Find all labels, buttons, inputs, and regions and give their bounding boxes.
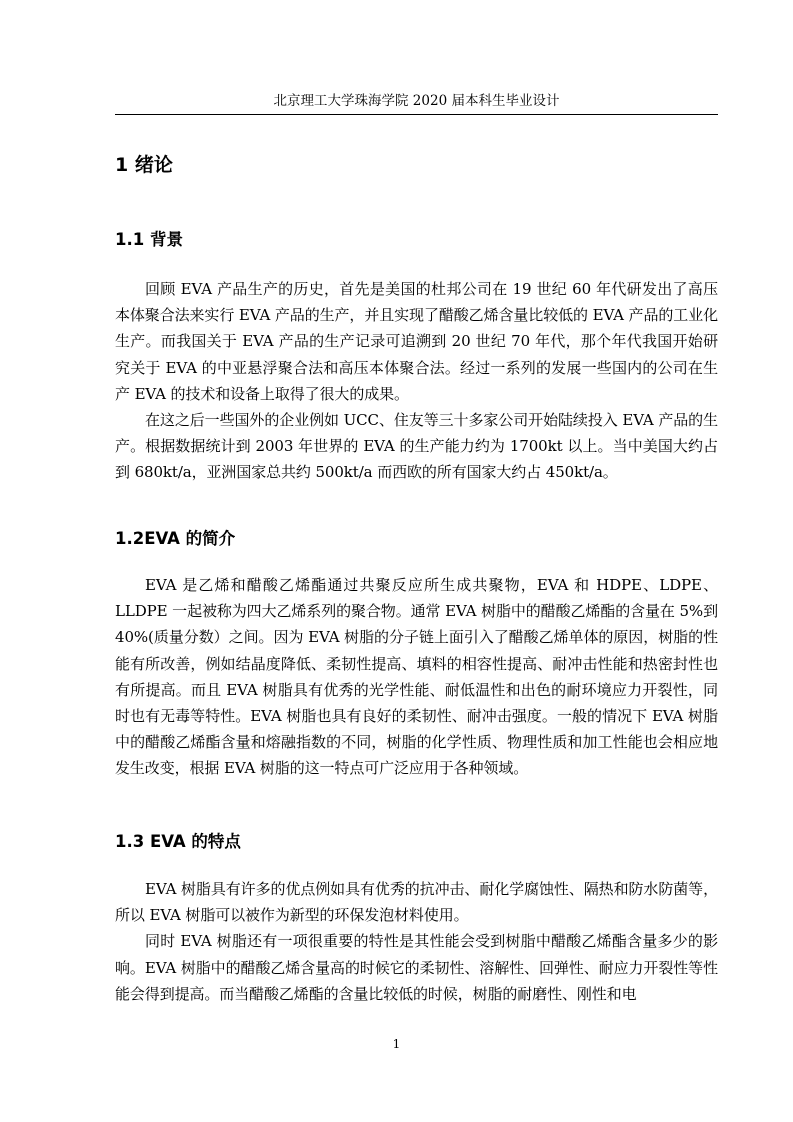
section-1-3 [115, 828, 718, 852]
page-header: 北京理工大学珠海学院 2020 届本科生毕业设计 [273, 93, 560, 109]
paragraph: 在这之后一些国外的企业例如 UCC、住友等三十多家公司开始陆续投入 EVA 产品的生产。根据数据统计到 2003 年世界的 EVA 的生产能力约为 1700kt 以上。当中美国大约占到 680kt/a，亚洲国家总共约 500kt/a 而西欧的所有国家大约占 450kt/a。 [115, 411, 718, 482]
section-1-1-body [115, 276, 718, 486]
chapter-title-block [115, 150, 718, 177]
section-1-2 [115, 525, 718, 549]
section-1-1 [115, 226, 718, 250]
paragraph: 回顾 EVA 产品生产的历史，首先是美国的杜邦公司在 19 世纪 60 年代研发出了高压本体聚合法来实行 EVA 产品的生产，并且实现了醋酸乙烯含量比较低的 EVA 产品的工业化生产。而我国关于 EVA 产品的生产记录可追溯到 20 世纪 70 年代，那个年代我国开始研究关于 EVA 的中亚悬浮聚合法和高压本体聚合法。经过一系列的发展一些国内的公司在生产 EVA 的技术和设备上取得了很大的成果。 [115, 280, 718, 403]
header-rule [115, 114, 718, 115]
section-1-2-body [115, 572, 718, 782]
section-title: 1.2EVA 的简介 [115, 529, 236, 548]
page-number: 1 [392, 1037, 401, 1051]
section-title: 1.1 背景 [115, 230, 183, 249]
section-title: 1.3 EVA 的特点 [115, 832, 241, 851]
paragraph: 同时 EVA 树脂还有一项很重要的特性是其性能会受到树脂中醋酸乙烯酯含量多少的影响。EVA 树脂中的醋酸乙烯含量高的时候它的柔韧性、溶解性、回弹性、耐应力开裂性等性能会得到提高。而当醋酸乙烯酯的含量比较低的时候，树脂的耐磨性、刚性和电 [115, 932, 718, 1003]
paragraph: EVA 是乙烯和醋酸乙烯酯通过共聚反应所生成共聚物，EVA 和 HDPE、LDPE、LLDPE 一起被称为四大乙烯系列的聚合物。通常 EVA 树脂中的醋酸乙烯酯的含量在 5%到 40%(质量分数）之间。因为 EVA 树脂的分子链上面引入了醋酸乙烯单体的原因，树脂的性能有所改善，例如结晶度降低、柔韧性提高、填料的相容性提高、耐冲击性能和热密封性也有所提高。而且 EVA 树脂具有优秀的光学性能、耐低温性和出色的耐环境应力开裂性，同时也有无毒等特性。EVA 树脂也具有良好的柔韧性、耐冲击强度。一般的情况下 EVA 树脂中的醋酸乙烯酯含量和熔融指数的不同，树脂的化学性质、物理性质和加工性能也会相应地发生改变，根据 EVA 树脂的这一特点可广泛应用于各种领域。 [115, 576, 718, 778]
chapter-title: 1 绪论 [115, 154, 173, 176]
section-1-3-body [115, 876, 718, 1007]
paragraph: EVA 树脂具有许多的优点例如具有优秀的抗冲击、耐化学腐蚀性、隔热和防水防菌等，所以 EVA 树脂可以被作为新型的环保发泡材料使用。 [115, 880, 718, 925]
